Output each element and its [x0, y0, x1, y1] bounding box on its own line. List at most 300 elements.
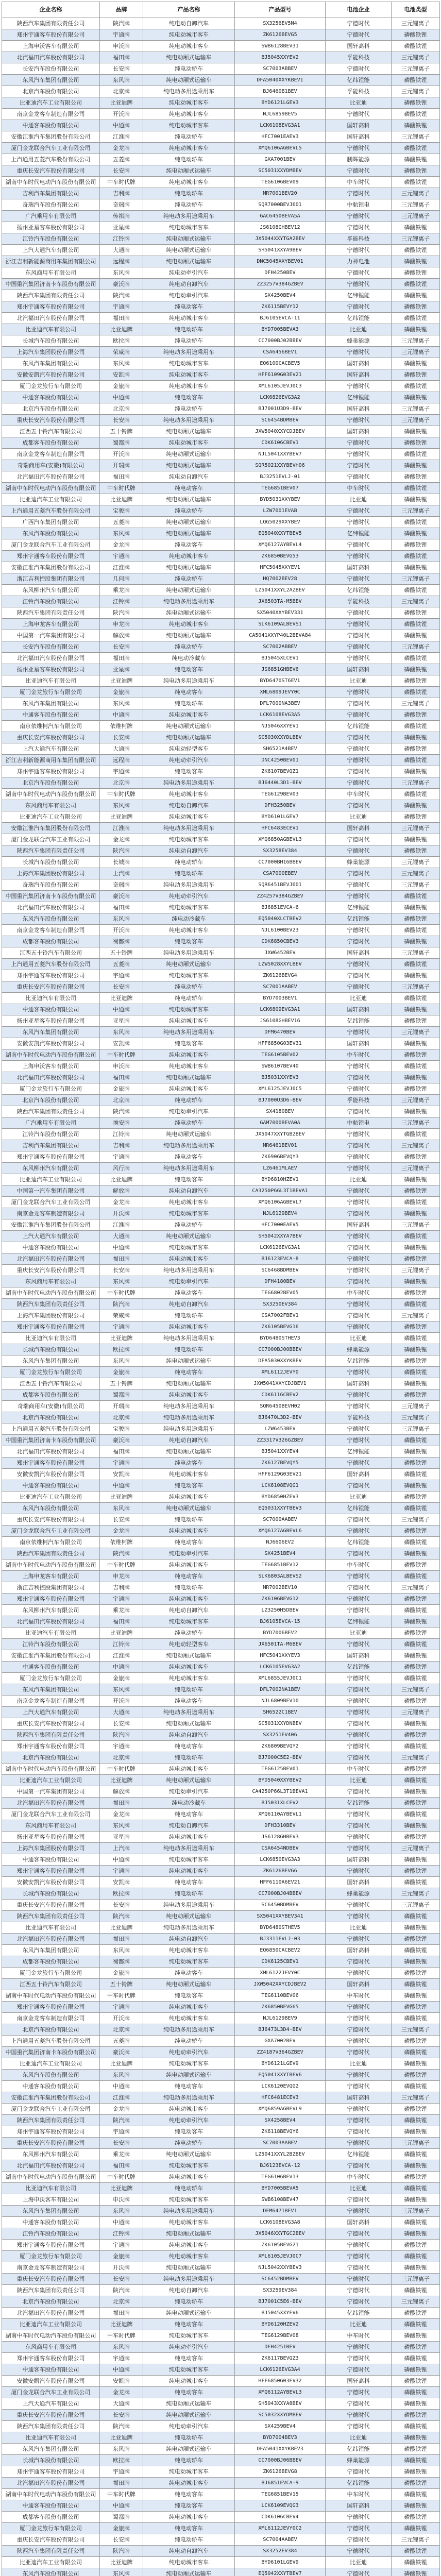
cell-battery-type: 磷酸铁锂 [392, 1174, 440, 1185]
cell-battery-company: 宁德时代 [326, 29, 392, 41]
cell-product-model: ZZ3317V326GZBEV [235, 1435, 326, 1446]
cell-battery-company: 宁德时代 [326, 732, 392, 743]
cell-brand: 比亚迪牌 [100, 2432, 143, 2444]
cell-company: 郑州宇通客车股份有限公司 [2, 1458, 100, 1469]
cell-product-name: 纯电动客车 [143, 2081, 235, 2092]
cell-product-name: 纯电动自卸汽车 [143, 800, 235, 811]
cell-product-name: 纯电动城市客车 [143, 1832, 235, 1843]
table-row [2, 1174, 440, 1185]
cell-battery-type: 磷酸铁锂 [392, 766, 440, 777]
cell-product-name: 纯电动城市客车 [143, 1049, 235, 1061]
cell-product-name: 纯电动城市客车 [143, 1526, 235, 1537]
cell-brand: 大通牌 [100, 245, 143, 256]
cell-brand: 五十铃牌 [100, 947, 143, 959]
cell-battery-type: 磷酸铁锂 [392, 2546, 440, 2557]
cell-product-name: 纯电动轿车 [143, 154, 235, 165]
cell-product-model: LCK6108EVQG1 [235, 1480, 326, 1492]
cell-product-model: NJL5041XXYBEV7 [235, 449, 326, 460]
cell-battery-type: 磷酸铁锂 [392, 381, 440, 392]
cell-product-name: 纯电动厢式运输车 [143, 245, 235, 256]
table-row [2, 483, 440, 494]
table-row [2, 2353, 440, 2364]
cell-battery-type: 磷酸铁锂 [392, 2455, 440, 2466]
cell-product-name: 纯电动城市客车 [143, 2172, 235, 2183]
cell-product-name: 纯电动城市客车 [143, 369, 235, 381]
cell-company: 东风汽车股份有限公司 [2, 1503, 100, 1514]
table-row [2, 1582, 440, 1594]
cell-battery-company: 宁德时代 [326, 18, 392, 29]
cell-product-model: SC6450BDMBEV [235, 1900, 326, 1911]
cell-brand: 蜀都牌 [100, 936, 143, 947]
cell-battery-company: 亿纬锂能 [326, 2149, 392, 2160]
cell-brand: 金龙牌 [100, 1197, 143, 1208]
cell-product-name: 纯电动多用途乘用车 [143, 347, 235, 358]
cell-product-model: SC7001AABEV [235, 981, 326, 993]
cell-product-model: SX3251EV406 [235, 1730, 326, 1741]
cell-brand: 申沃牌 [100, 2194, 143, 2206]
cell-company: 北汽福田汽车股份有限公司 [2, 1253, 100, 1265]
cell-product-name: 纯电动客车 [143, 1696, 235, 1707]
table-row [2, 494, 440, 505]
cell-company: 东风汽车集团有限公司 [2, 1027, 100, 1038]
cell-battery-company: 亿纬锂能 [326, 1798, 392, 1809]
cell-company: 安徽江淮汽车集团股份有限公司 [2, 131, 100, 143]
cell-brand: 欧拉牌 [100, 2455, 143, 2466]
cell-battery-company: 宁德时代 [326, 1866, 392, 1877]
cell-product-model: JX5044XXYTGA2BEV [235, 233, 326, 245]
cell-product-model: HFC6481ECEV3 [235, 2092, 326, 2104]
cell-battery-company: 国轩高科 [326, 369, 392, 381]
table-row [2, 29, 440, 41]
cell-battery-company: 宁德时代 [326, 1956, 392, 1968]
cell-product-name: 纯电动厢式运输车 [143, 2070, 235, 2081]
table-row [2, 2058, 440, 2070]
cell-battery-type: 磷酸铁锂 [392, 2330, 440, 2342]
header-brand: 品牌 [100, 2, 143, 18]
cell-brand: 安凯牌 [100, 1877, 143, 1888]
cell-product-model: CSA7000EBEV [235, 868, 326, 879]
cell-battery-company: 宁德时代 [326, 1684, 392, 1696]
table-row [2, 2070, 440, 2081]
cell-brand: 金旅牌 [100, 1367, 143, 1378]
cell-company: 东风柳州汽车有限公司 [2, 1163, 100, 1174]
cell-battery-type: 磷酸铁锂 [392, 1605, 440, 1616]
cell-brand: 比亚迪牌 [100, 1492, 143, 1503]
table-row [2, 505, 440, 517]
table-row [2, 2466, 440, 2478]
cell-battery-type: 三元锂离子 [392, 2092, 440, 2104]
cell-company: 湖南中车时代电动汽车股份有限公司 [2, 2172, 100, 2183]
cell-battery-type: 磷酸铁锂 [392, 721, 440, 732]
table-row [2, 2183, 440, 2194]
cell-brand: 北京牌 [100, 403, 143, 415]
cell-product-name: 纯电动客车 [143, 2353, 235, 2364]
cell-battery-company: 宁德时代 [326, 1582, 392, 1594]
cell-brand: 欧拉牌 [100, 1344, 143, 1355]
cell-battery-company: 宁德时代 [326, 63, 392, 75]
cell-battery-type: 磷酸铁锂 [392, 471, 440, 483]
cell-product-model: EQ5040XXYTBEV5 [235, 528, 326, 539]
cell-company: 北汽福田汽车股份有限公司 [2, 1934, 100, 1945]
cell-product-name: 纯电动轿车 [143, 2036, 235, 2047]
cell-product-model: SX3259EV384 [235, 2285, 326, 2296]
table-row [2, 539, 440, 551]
cell-battery-type: 三元锂离子 [392, 868, 440, 879]
cell-battery-type: 三元锂离子 [392, 505, 440, 517]
cell-battery-type: 磷酸铁锂 [392, 1571, 440, 1582]
cell-brand: 奇瑞牌 [100, 879, 143, 891]
cell-brand: 安凯牌 [100, 1038, 143, 1049]
cell-product-model: BYD6480STHEV5 [235, 1922, 326, 1934]
header-product-model: 产品型号 [235, 2, 326, 18]
cell-product-model: XML6122JEVY0C [235, 1968, 326, 1979]
cell-product-model: LCK6108EVG3A1 [235, 120, 326, 131]
cell-company: 北京汽车股份有限公司 [2, 2296, 100, 2308]
cell-brand: 长安牌 [100, 2410, 143, 2421]
cell-product-name: 纯电动自卸汽车 [143, 1299, 235, 1310]
cell-company: 比亚迪汽车有限公司 [2, 324, 100, 335]
table-row [2, 845, 440, 857]
cell-company: 郑州宇通客车股份有限公司 [2, 1151, 100, 1163]
table-row [2, 1922, 440, 1934]
cell-product-model: ZK6126BEVG4 [235, 970, 326, 981]
cell-brand: 开瑞牌 [100, 460, 143, 471]
table-row [2, 1798, 440, 1809]
cell-company: 重庆长安汽车股份有限公司 [2, 732, 100, 743]
table-row [2, 188, 440, 199]
cell-company: 郑州宇通客车股份有限公司 [2, 970, 100, 981]
cell-brand: 荣威牌 [100, 1310, 143, 1321]
cell-brand: 埃安牌 [100, 1117, 143, 1129]
cell-battery-company: 亿纬锂能 [326, 1616, 392, 1628]
cell-product-name: 纯电动城市客车 [143, 2466, 235, 2478]
cell-battery-type: 磷酸铁锂 [392, 1968, 440, 1979]
table-row [2, 1775, 440, 1786]
table-row [2, 2444, 440, 2455]
cell-battery-type: 磷酸铁锂 [392, 732, 440, 743]
cell-battery-company: 比亚迪 [326, 2183, 392, 2194]
cell-product-name: 纯电动城市客车 [143, 1321, 235, 1333]
cell-battery-company: 宁德时代 [326, 267, 392, 279]
cell-brand: 开沃牌 [100, 1208, 143, 1219]
cell-battery-company: 宁德时代 [326, 1435, 392, 1446]
cell-battery-company: 亿纬锂能 [326, 2478, 392, 2489]
cell-company: 比亚迪汽车有限公司 [2, 1628, 100, 1639]
cell-product-model: XMQ6110AYBEVL1 [235, 1809, 326, 1820]
cell-battery-type: 三元锂离子 [392, 1401, 440, 1412]
table-row [2, 1219, 440, 1231]
cell-brand: 开瑞牌 [100, 1401, 143, 1412]
cell-brand: 五菱牌 [100, 154, 143, 165]
cell-product-name: 纯电动城市客车 [143, 834, 235, 845]
cell-product-model: ZK6126BEVG6 [235, 1866, 326, 1877]
table-row [2, 1526, 440, 1537]
cell-product-name: 纯电动多用途乘用车 [143, 777, 235, 789]
cell-battery-type: 磷酸铁锂 [392, 1662, 440, 1673]
cell-product-name: 纯电动客车 [143, 1741, 235, 1752]
cell-product-model: TEG6106BEV09 [235, 177, 326, 188]
cell-battery-type: 磷酸铁锂 [392, 913, 440, 925]
cell-battery-company: 比亚迪 [326, 1174, 392, 1185]
table-row [2, 449, 440, 460]
cell-brand: 长安牌 [100, 1265, 143, 1276]
cell-company: 比亚迪汽车有限公司 [2, 2183, 100, 2194]
cell-battery-company: 宁德时代 [326, 1389, 392, 1401]
cell-battery-company: 力神电池 [326, 256, 392, 267]
cell-company: 南京金龙客车制造有限公司 [2, 1208, 100, 1219]
cell-product-name: 纯电动厢式运输车 [143, 1355, 235, 1367]
table-row [2, 653, 440, 664]
table-row [2, 233, 440, 245]
cell-product-name: 纯电动城市客车 [143, 1208, 235, 1219]
header-battery-company: 电池企业 [326, 2, 392, 18]
cell-product-name: 纯电动厢式运输车 [143, 2398, 235, 2410]
cell-company: 郑州宇通客车股份有限公司 [2, 1866, 100, 1877]
cell-product-name: 纯电动轿车 [143, 1752, 235, 1764]
cell-product-model: HFC5041XXYEV3 [235, 1650, 326, 1662]
cell-company: 东风商用车有限公司 [2, 800, 100, 811]
table-row [2, 75, 440, 86]
cell-product-model: TEG6106BEV13 [235, 2172, 326, 2183]
cell-battery-type: 磷酸铁锂 [392, 2398, 440, 2410]
cell-product-name: 纯电动轿车 [143, 324, 235, 335]
cell-company: 奇瑞商用车(安徽)有限公司 [2, 1401, 100, 1412]
cell-company: 东风汽车集团有限公司 [2, 1355, 100, 1367]
cell-product-model: BYD6101LGEV7 [235, 811, 326, 823]
cell-brand: 荣威牌 [100, 347, 143, 358]
cell-product-name: 纯电动客车 [143, 1287, 235, 1299]
cell-product-name: 纯电动多用途乘用车 [143, 1163, 235, 1174]
table-row [2, 2296, 440, 2308]
cell-battery-type: 三元锂离子 [392, 1265, 440, 1276]
cell-product-name: 纯电动厢式运输车 [143, 1718, 235, 1730]
cell-product-model: TEG6851BEV07 [235, 483, 326, 494]
cell-battery-company: 宁德时代 [326, 1843, 392, 1854]
table-row [2, 403, 440, 415]
cell-product-name: 纯电动客车 [143, 301, 235, 313]
cell-product-name: 纯电动轿车 [143, 2455, 235, 2466]
cell-battery-company: 宁德时代 [326, 755, 392, 766]
cell-product-model: HFC7000EAEV5 [235, 1219, 326, 1231]
cell-product-model: CSA6456BEV1 [235, 347, 326, 358]
cell-battery-company: 宁德时代 [326, 2353, 392, 2364]
table-row [2, 131, 440, 143]
cell-battery-type: 磷酸铁锂 [392, 1866, 440, 1877]
cell-product-model: LCK6826EVG3A2 [235, 392, 326, 403]
cell-product-name: 纯电动轿车 [143, 1684, 235, 1696]
cell-product-name: 纯电动城市客车 [143, 1662, 235, 1673]
cell-brand: 北京牌 [100, 1752, 143, 1764]
cell-product-model: DFM6471BEV1 [235, 2206, 326, 2217]
table-row [2, 1718, 440, 1730]
cell-battery-type: 磷酸铁锂 [392, 2262, 440, 2274]
cell-product-name: 纯电动客车 [143, 483, 235, 494]
cell-battery-type: 磷酸铁锂 [392, 2387, 440, 2398]
cell-company: 安徽安凯汽车股份有限公司 [2, 1877, 100, 1888]
cell-brand: 宇通牌 [100, 551, 143, 562]
cell-product-model: BJ6851EVCA-9 [235, 2478, 326, 2489]
cell-product-name: 纯电动厢式运输车 [143, 2149, 235, 2160]
cell-battery-type: 三元锂离子 [392, 86, 440, 97]
cell-brand: 欧拉牌 [100, 335, 143, 347]
cell-product-model: HFF6109G03EV21 [235, 369, 326, 381]
cell-product-name: 纯电动轿车 [143, 641, 235, 653]
cell-product-model: NJL6809BEV10 [235, 1696, 326, 1707]
cell-brand: 亚星牌 [100, 1015, 143, 1027]
cell-battery-type: 磷酸铁锂 [392, 800, 440, 811]
cell-product-model: BYD6121LGEV9 [235, 2058, 326, 2070]
cell-battery-type: 三元锂离子 [392, 1095, 440, 1106]
cell-battery-company: 宁德时代 [326, 279, 392, 290]
cell-product-model: TEG6802BEV05 [235, 1287, 326, 1299]
table-row [2, 1854, 440, 1866]
cell-battery-type: 磷酸铁锂 [392, 1730, 440, 1741]
cell-product-name: 纯电动城市客车 [143, 1004, 235, 1015]
cell-brand: 陕汽牌 [100, 2285, 143, 2296]
cell-brand: 中通牌 [100, 2500, 143, 2512]
cell-battery-company: 宁德时代 [326, 2081, 392, 2092]
cell-brand: 五菱牌 [100, 517, 143, 528]
cell-product-model: NJ6606EV2 [235, 1537, 326, 1548]
cell-company: 吉利汽车集团有限公司 [2, 1140, 100, 1151]
cell-company: 江铃汽车股份有限公司 [2, 1639, 100, 1650]
table-row [2, 301, 440, 313]
table-row [2, 1038, 440, 1049]
table-row [2, 52, 440, 63]
cell-battery-company: 国轩高科 [326, 1038, 392, 1049]
cell-battery-type: 磷酸铁锂 [392, 2376, 440, 2387]
table-row [2, 857, 440, 868]
cell-battery-type: 三元锂离子 [392, 823, 440, 834]
cell-company: 安徽安凯汽车股份有限公司 [2, 1469, 100, 1480]
cell-product-name: 纯电动城市客车 [143, 381, 235, 392]
cell-product-name: 纯电动客车 [143, 766, 235, 777]
cell-battery-company: 宁德时代 [326, 2285, 392, 2296]
cell-battery-type: 磷酸铁锂 [392, 1990, 440, 2002]
cell-brand: 大通牌 [100, 1707, 143, 1718]
cell-brand: 奇瑞牌 [100, 199, 143, 211]
cell-product-model: DFM6470BEV [235, 1027, 326, 1038]
cell-battery-type: 三元锂离子 [392, 641, 440, 653]
cell-battery-company: 中航锂电 [326, 1117, 392, 1129]
cell-product-model: CC7000BJ06BBEV [235, 2455, 326, 2466]
table-row [2, 2489, 440, 2500]
cell-battery-type: 三元锂离子 [392, 335, 440, 347]
cell-brand: 宇通牌 [100, 2126, 143, 2138]
cell-product-name: 纯电动厢式运输车 [143, 233, 235, 245]
cell-product-name: 纯电动厢式运输车 [143, 2444, 235, 2455]
cell-product-name: 纯电动城市客车 [143, 902, 235, 913]
cell-battery-company: 宁德时代 [326, 573, 392, 585]
cell-brand: 豪沃牌 [100, 279, 143, 290]
cell-battery-type: 三元锂离子 [392, 1684, 440, 1696]
cell-brand: 中通牌 [100, 1242, 143, 1253]
cell-battery-type: 磷酸铁锂 [392, 1741, 440, 1752]
cell-battery-type: 磷酸铁锂 [392, 2342, 440, 2353]
table-row [2, 619, 440, 630]
cell-battery-type: 磷酸铁锂 [392, 653, 440, 664]
cell-product-model: SH6522C1BEV [235, 1707, 326, 1718]
cell-battery-company: 宁德时代 [326, 2466, 392, 2478]
cell-brand: 东风牌 [100, 1355, 143, 1367]
cell-product-name: 纯电动客车 [143, 2500, 235, 2512]
cell-company: 江铃汽车股份有限公司 [2, 2228, 100, 2240]
cell-product-model: CA5041XXYP40L2BEVA84 [235, 630, 326, 641]
cell-battery-type: 磷酸铁锂 [392, 1537, 440, 1548]
table-row [2, 2240, 440, 2251]
cell-battery-company: 亿纬锂能 [326, 528, 392, 539]
table-row [2, 1843, 440, 1854]
table-row [2, 211, 440, 222]
cell-product-name: 纯电动城市客车 [143, 2217, 235, 2228]
cell-battery-company: 亿纬锂能 [326, 1537, 392, 1548]
table-row [2, 1072, 440, 1083]
table-row [2, 936, 440, 947]
table-row [2, 1083, 440, 1095]
cell-product-name: 纯电动牵引汽车 [143, 1106, 235, 1117]
cell-battery-type: 磷酸铁锂 [392, 551, 440, 562]
table-row [2, 902, 440, 913]
cell-battery-type: 磷酸铁锂 [392, 2308, 440, 2319]
cell-battery-company: 宁德时代 [326, 1276, 392, 1287]
cell-product-model: SC5031XXYDMBEV [235, 165, 326, 177]
cell-company: 中通客车股份有限公司 [2, 2081, 100, 2092]
cell-product-name: 纯电动客车 [143, 1151, 235, 1163]
cell-product-name: 纯电动轿车 [143, 199, 235, 211]
cell-product-name: 纯电动城市客车 [143, 97, 235, 109]
cell-product-name: 纯电动轻型客车 [143, 743, 235, 755]
cell-battery-company: 宁德时代 [326, 460, 392, 471]
cell-brand: 北京牌 [100, 2296, 143, 2308]
table-row [2, 913, 440, 925]
cell-battery-company: 宁德时代 [326, 1752, 392, 1764]
cell-product-name: 纯电动厢式运输车 [143, 494, 235, 505]
cell-product-model: JXW5042XXYCDJBEV2 [235, 1979, 326, 1990]
cell-brand: 东风牌 [100, 528, 143, 539]
cell-product-model: CC7000BJ02BBEV [235, 335, 326, 347]
cell-product-model: TEG6851BEV12 [235, 1560, 326, 1571]
table-row [2, 1820, 440, 1832]
cell-product-model: SC5031XXYDNBEV [235, 1718, 326, 1730]
cell-product-model: DNC4250BEV01 [235, 755, 326, 766]
cell-product-name: 纯电动厢式运输车 [143, 585, 235, 596]
cell-battery-company: 蜂巢能源 [326, 1888, 392, 1900]
cell-brand: 金旅牌 [100, 1968, 143, 1979]
cell-company: 陕西汽车集团有限责任公司 [2, 18, 100, 29]
cell-product-model: HFF6129G03EV21 [235, 1469, 326, 1480]
table-row [2, 1106, 440, 1117]
cell-battery-company: 中车时代 [326, 483, 392, 494]
cell-product-name: 纯电动多用途乘用车 [143, 1922, 235, 1934]
cell-battery-company: 宁德时代 [326, 2398, 392, 2410]
cell-product-name: 纯电动自卸汽车 [143, 1185, 235, 1197]
table-row [2, 1492, 440, 1503]
table-row [2, 585, 440, 596]
cell-product-model: BJ3251EVLJ-01 [235, 471, 326, 483]
cell-brand: 中车时代牌 [100, 1560, 143, 1571]
cell-company: 厦门金龙旅行车有限公司 [2, 2251, 100, 2262]
cell-company: 东风汽车集团有限公司 [2, 2444, 100, 2455]
cell-brand: 长安牌 [100, 165, 143, 177]
cell-company: 北汽福田汽车股份有限公司 [2, 1798, 100, 1809]
cell-product-name: 纯电动城市客车 [143, 143, 235, 154]
cell-brand: 亚星牌 [100, 664, 143, 675]
cell-battery-company: 宁德时代 [326, 879, 392, 891]
cell-battery-company: 宁德时代 [326, 245, 392, 256]
cell-battery-type: 磷酸铁锂 [392, 2523, 440, 2534]
table-row [2, 562, 440, 573]
cell-product-name: 纯电动厢式运输车 [143, 1979, 235, 1990]
